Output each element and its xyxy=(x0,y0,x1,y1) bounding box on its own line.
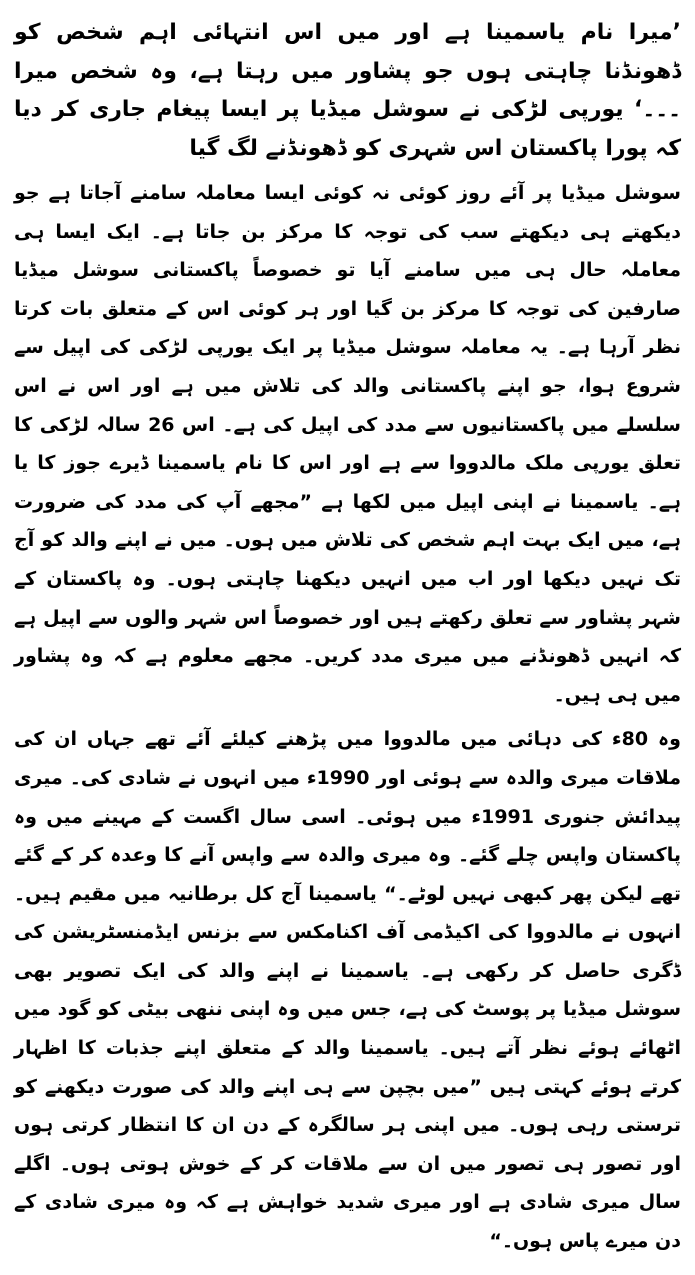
article-paragraph-2: وہ 80ء کی دہائی میں مالدووا میں پڑھنے کیلئے آئے تھے جہاں ان کی ملاقات میری والدہ سے ہوئی اور 1990ء میں انہوں نے شادی کی۔ میری پیدائش جنوری 1991ء میں ہوئی۔ اسی سال اگست کے مہینے میں وہ پاکستان واپس چلے گئے۔ وہ میری والدہ سے واپس آنے کا وعدہ کر کے گئے تھے لیکن پھر کبھی نہیں لوٹے۔“ یاسمینا آج کل برطانیہ میں مقیم ہیں۔ انہوں نے مالدووا کی اکیڈمی آف اکنامکس سے بزنس ایڈمنسٹریشن کی ڈگری حاصل کر رکھی ہے۔ یاسمینا نے اپنے والد کی ایک تصویر بھی سوشل میڈیا پر پوسٹ کی ہے، جس میں وہ اپنی ننھی بیٹی کو گود میں اٹھائے ہوئے نظر آتے ہیں۔ یاسمینا والد کے متعلق اپنے جذبات کا اظہار کرتے ہوئے کہتی ہیں ”میں بچپن سے ہی اپنے والد کی صورت دیکھنے کو ترستی رہی ہوں۔ میں اپنی ہر سالگرہ کے دن ان کا انتظار کرتی ہوں اور تصور ہی تصور میں ان سے ملاقات کر کے خوش ہوتی ہوں۔ اگلے سال میری شادی ہے اور میری شدید خواہش ہے کہ وہ میری شادی کے دن میرے پاس ہوں۔“ xyxy=(14,728,682,1253)
article-headline: ’میرا نام یاسمینا ہے اور میں اس انتہائی اہم شخص کو ڈھونڈنا چاہتی ہوں جو پشاور میں رہتا ہے، وہ شخص میرا ۔۔۔‘ یورپی لڑکی نے سوشل میڈیا پر ایسا پیغام جاری کر دیا کہ پورا پاکستان اس شہری کو ڈھونڈنے لگ گیا xyxy=(14,20,681,161)
article-paragraph-1: سوشل میڈیا پر آئے روز کوئی نہ کوئی ایسا معاملہ سامنے آجاتا ہے جو دیکھتے ہی دیکھتے سب کی توجہ کا مرکز بن جاتا ہے۔ ایک ایسا ہی معاملہ حال ہی میں سامنے آیا تو خصوصاً پاکستانی سوشل میڈیا صارفین کی توجہ کا مرکز بن گیا اور ہر کوئی اس کے متعلق بات کرتا نظر آرہا ہے۔ یہ معاملہ سوشل میڈیا پر ایک یورپی لڑکی کی اپیل سے شروع ہوا، جو اپنے پاکستانی والد کی تلاش میں ہے اور اس نے اس سلسلے میں پاکستانیوں سے مدد کی اپیل کی ہے۔ اس 26 سالہ لڑکی کا تعلق یورپی ملک مالدووا سے ہے اور اس کا نام یاسمینا ڈیرے جوز کا یا ہے۔ یاسمینا نے اپنی اپیل میں لکھا ہے ”مجھے آپ کی مدد کی ضرورت ہے، میں ایک بہت اہم شخص کی تلاش میں ہوں۔ میں نے اپنے والد کو آج تک نہیں دیکھا اور اب میں انہیں دیکھنا چاہتی ہوں۔ وہ پاکستان کے شہر پشاور سے تعلق رکھتے ہیں اور خصوصاً اس شہر والوں سے اپیل ہے کہ انہیں ڈھونڈنے میں میری مدد کریں۔ مجھے معلوم ہے کہ وہ پشاور میں ہی ہیں۔ xyxy=(14,182,681,706)
